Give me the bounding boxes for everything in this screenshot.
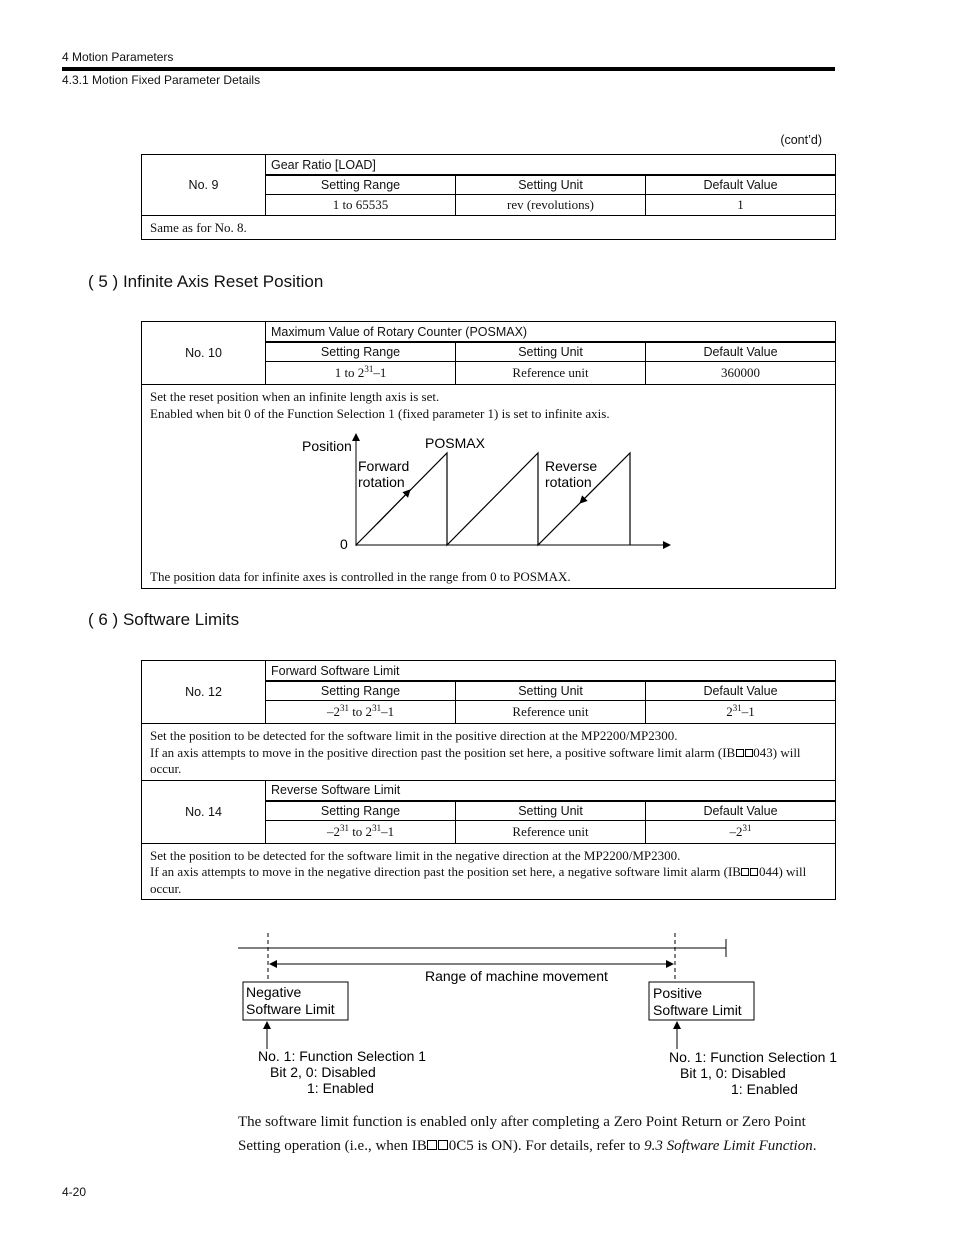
placeholder-square-icon [736,749,744,757]
param-name: Maximum Value of Rotary Counter (POSMAX) [266,322,836,343]
desc-line: If an axis attempts to move in the positive direction past the position set here, a positive software limit alarm (IB 043) will occur. [150,744,801,776]
param-name: Reverse Software Limit [266,780,836,801]
col-setting-range: Setting Range [266,175,456,195]
placeholder-square-icon [741,868,749,876]
body-paragraph [238,1110,838,1158]
param-table-no9 [141,154,836,240]
forward-label-1: Forward [358,458,410,474]
param-number: No. 10 [142,322,266,385]
param-table-no12-no14 [141,660,836,900]
contd-label: (cont’d) [780,133,822,147]
col-setting-range: Setting Range [266,801,456,821]
desc-line: Enabled when bit 0 of the Function Selection 1 (fixed parameter 1) is set to infinite axis. [150,405,610,421]
setting-range-value: 1 to $2^{31}-1$ [266,362,456,385]
pos-note-3: 1: Enabled [731,1081,798,1097]
pos-note-2: Bit 1, 0: Disabled [680,1065,786,1081]
col-setting-unit: Setting Unit [456,801,646,821]
placeholder-square-icon [750,868,758,876]
forward-arrow [377,490,410,524]
section-title-5: ( 5 ) Infinite Axis Reset Position [88,272,324,291]
body-line: The software limit function is enabled only after completing a Zero Point Return or Zero Point [238,1114,806,1130]
pos-limit-label-1: Positive [653,985,703,1001]
desc-line: The position data for infinite axes is controlled in the range from 0 to POSMAX. [150,569,571,584]
software-limit-diagram [230,925,850,1105]
forward-label-2: rotation [358,474,405,490]
param-name: Gear Ratio [LOAD] [266,155,836,176]
param-description [142,843,836,900]
setting-unit-value: Reference unit [456,362,646,385]
neg-limit-label-2: Software Limit [246,1001,335,1017]
param-number: No. 12 [142,661,266,724]
placeholder-square-icon [745,749,753,757]
setting-unit-value: Reference unit [456,820,646,843]
param-name: Forward Software Limit [266,661,836,682]
reverse-label-2: rotation [545,474,592,490]
section-reference-link[interactable]: 9.3 Software Limit Function [644,1138,813,1154]
setting-unit-value: Reference unit [456,701,646,724]
col-setting-range: Setting Range [266,342,456,362]
col-setting-unit: Setting Unit [456,342,646,362]
col-setting-unit: Setting Unit [456,175,646,195]
section-title-6: ( 6 ) Software Limits [88,610,240,629]
desc-line: If an axis attempts to move in the negative direction past the position set here, a negative software limit alarm (IB 044) will occur. [150,864,807,896]
col-setting-range: Setting Range [266,681,456,701]
desc-line: Set the position to be detected for the software limit in the positive direction at the MP2200/MP2300. [150,728,678,743]
placeholder-square-icon [427,1140,437,1150]
col-setting-unit: Setting Unit [456,681,646,701]
param-number: No. 9 [142,155,266,216]
default-value: 1 [646,195,836,216]
col-default-value: Default Value [646,801,836,821]
page-number: 4-20 [62,1185,87,1199]
neg-note-2: Bit 2, 0: Disabled [270,1064,376,1080]
placeholder-square-icon [438,1140,448,1150]
neg-note-1: No. 1: Function Selection 1 [258,1048,427,1064]
default-value: 360000 [646,362,836,385]
pos-limit-label-2: Software Limit [653,1002,742,1018]
body-line: Setting operation (i.e., when IB 0C5 is ON). For details, refer to 9.3 Software Limit Function. [238,1138,817,1154]
param-description [142,724,836,781]
default-value: $-2^{31}$ [646,820,836,843]
header-rule [62,67,835,71]
param-description: Same as for No. 8. [142,216,836,240]
param-number: No. 14 [142,780,266,843]
desc-line: Set the position to be detected for the software limit in the negative direction at the MP2200/MP2300. [150,847,681,863]
reverse-label-1: Reverse [545,458,598,474]
chapter-header: 4 Motion Parameters [62,50,174,64]
pos-note-1: No. 1: Function Selection 1 [669,1049,838,1065]
neg-note-3: 1: Enabled [307,1080,374,1096]
range-label: Range of machine movement [425,968,608,984]
default-value: $2^{31}-1$ [646,701,836,724]
col-default-value: Default Value [646,175,836,195]
zero-label: 0 [340,536,348,552]
desc-line: Set the reset position when an infinite length axis is set. [150,389,440,404]
setting-range-value: $-2^{31}$ to $2^{31}-1$ [266,820,456,843]
setting-unit-value: rev (revolutions) [456,195,646,216]
setting-range-value: $-2^{31}$ to $2^{31}-1$ [266,701,456,724]
position-label: Position [302,438,352,454]
neg-limit-label-1: Negative [246,984,302,1000]
col-default-value: Default Value [646,342,836,362]
setting-range-value: 1 to 65535 [266,195,456,216]
posmax-label: POSMAX [425,435,485,451]
col-default-value: Default Value [646,681,836,701]
section-header: 4.3.1 Motion Fixed Parameter Details [62,73,261,87]
posmax-diagram [290,428,690,556]
